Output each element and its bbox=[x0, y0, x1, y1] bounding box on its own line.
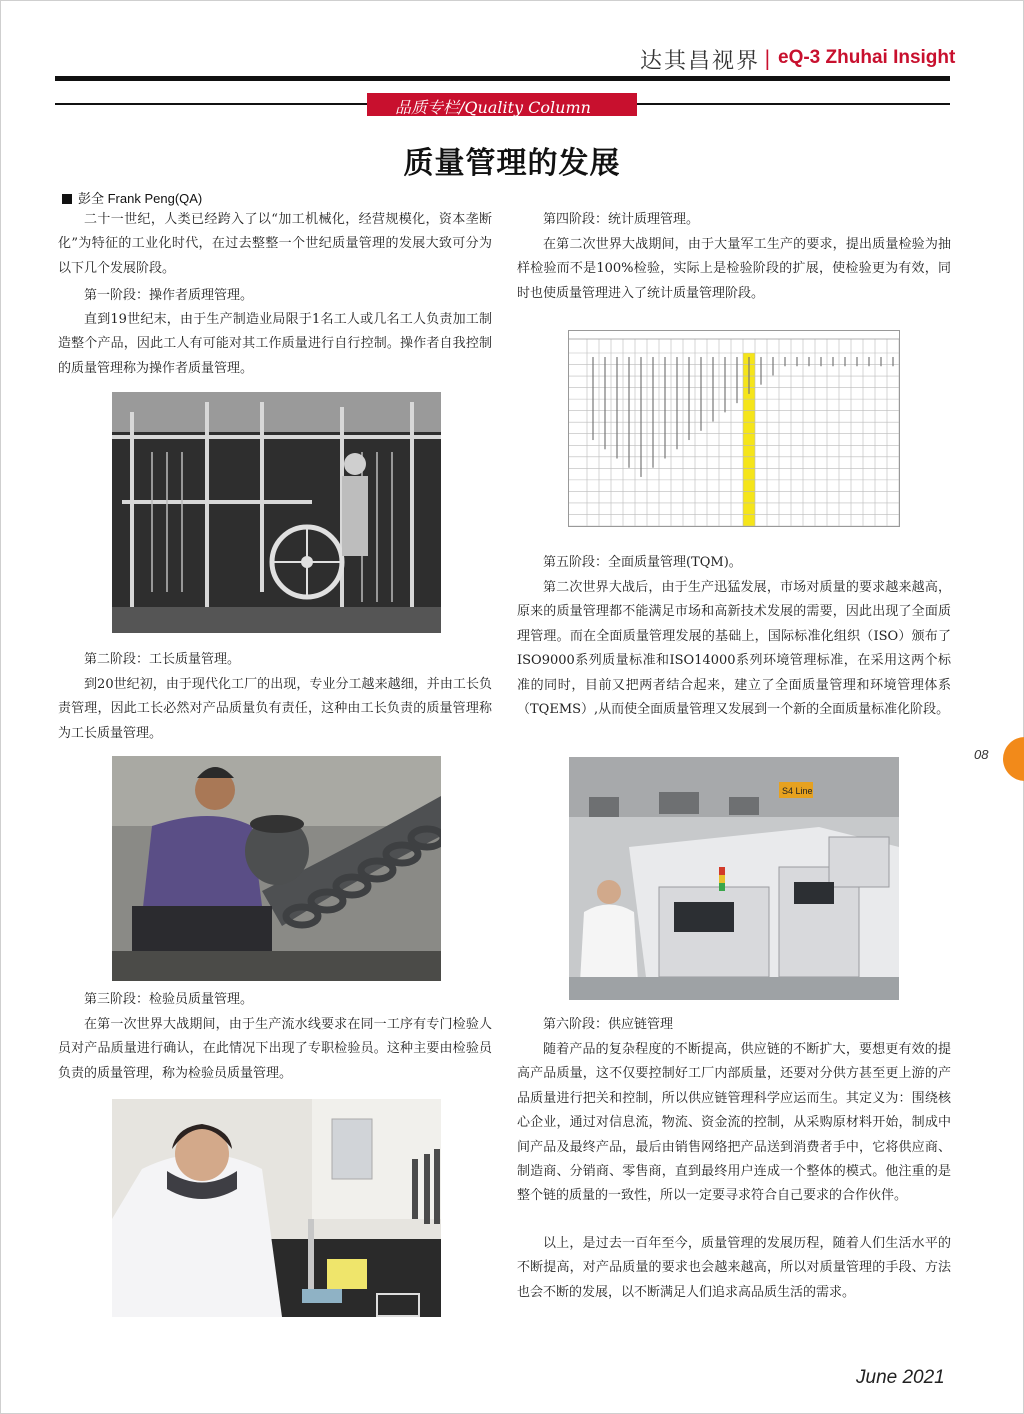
sampling-table-figure bbox=[568, 330, 900, 527]
potter-photo bbox=[112, 756, 441, 981]
header-separator: | bbox=[764, 46, 771, 70]
paragraph: 在第一次世界大战期间，由于生产流水线要求在同一工序有专门检验人员对产品质量进行确认，在此情况下出现了专职检验员。这种主要由检验员负责的质量管理，称为检验员质量管理。 bbox=[58, 1017, 492, 1081]
paragraph: 到20世纪初，由于现代化工厂的出现，专业分工越来越细，并由工长负责管理，因此工长必然对产品质量负有责任，这种由工长负责的质量管理称为工长质量管理。 bbox=[58, 677, 492, 741]
paragraph: 第三阶段：检验员质量管理。 bbox=[84, 992, 254, 1007]
production-line-illustration bbox=[569, 757, 899, 1000]
line-sign-label: S4 Line bbox=[782, 786, 813, 796]
paragraph: 第四阶段：统计质理管理。 bbox=[543, 212, 700, 227]
magazine-name-en: eQ-3 Zhuhai Insight bbox=[778, 47, 956, 68]
column-label: 品质专栏/Quality Column bbox=[395, 98, 591, 117]
lab-illustration bbox=[112, 1099, 441, 1317]
workshop-photo bbox=[112, 392, 441, 633]
production-line-photo bbox=[569, 757, 899, 1000]
magazine-name-cn: 达其昌视界 bbox=[640, 49, 761, 74]
workshop-illustration bbox=[112, 392, 441, 633]
paragraph: 第二次世界大战后，由于生产迅猛发展，市场对质量的要求越来越高，原来的质量管理都不能满足市场和高新技术发展的需要，因此出现了全面质理管理。而在全面质量管理发展的基础上，国际标准化组织（ISO）颁布了ISO9000系列质量标准和ISO14000系列环境管理标准，在采用这两个标准的同时，目前又把两者结合起来，建立了全面质量管理和环境管理体系（TQEMS）,从而使全面质量管理又发展到一个新的全面质量标准化阶段。 bbox=[517, 580, 951, 718]
byline bbox=[62, 188, 202, 207]
paragraph: 二十一世纪，人类已经跨入了以“加工机械化，经营规模化，资本垄断化”为特征的工业化时代，在过去整整一个世纪质量管理的发展大致可分为以下几个发展阶段。 bbox=[58, 212, 492, 276]
paragraph: 第五阶段：全面质量管理(TQM)。 bbox=[543, 555, 742, 570]
page-number: 08 bbox=[974, 747, 989, 762]
paragraph: 第六阶段：供应链管理 bbox=[543, 1017, 674, 1032]
sampling-table-grid bbox=[569, 331, 899, 526]
issue-date: June 2021 bbox=[856, 1367, 945, 1388]
paragraph: 直到19世纪末，由于生产制造业局限于1名工人或几名工人负责加工制造整个产品，因此工人有可能对其工作质量进行自行控制。操作者自我控制的质量管理称为操作者质量管理。 bbox=[58, 312, 492, 376]
lab-photo bbox=[112, 1099, 441, 1317]
square-bullet-icon bbox=[62, 194, 72, 204]
potter-illustration bbox=[112, 756, 441, 981]
article-title: 质量管理的发展 bbox=[403, 146, 621, 181]
header-rule bbox=[55, 76, 950, 81]
paragraph: 以上，是过去一百年至今，质量管理的发展历程，随着人们生活水平的不断提高，对产品质量的要求也会越来越高，所以对质量管理的手段、方法也会不断的发展，以不断满足人们追求高品质生活的需求。 bbox=[517, 1236, 951, 1300]
paragraph: 在第二次世界大战期间，由于大量军工生产的要求，提出质量检验为抽样检验而不是100%检验，实际上是检验阶段的扩展，使检验更为有效，同时也使质量管理进入了统计质量管理阶段。 bbox=[517, 237, 951, 301]
author-name: 彭全 Frank Peng(QA) bbox=[78, 191, 203, 206]
paragraph: 第二阶段：工长质量管理。 bbox=[84, 652, 241, 667]
column-banner bbox=[367, 93, 637, 116]
paragraph: 第一阶段：操作者质理管理。 bbox=[84, 288, 254, 303]
paragraph: 随着产品的复杂程度的不断提高，供应链的不断扩大，要想更有效的提高产品质量，这不仅要控制好工厂内部质量，还要对分供方甚至更上游的产品质量进行把关和控制，所以供应链管理科学应运而生。其定义为：围绕核心企业，通过对信息流，物流、资金流的控制，从采购原材料开始，制成中间产品及最终产品，最后由销售网络把产品送到消费者手中，它将供应商、制造商、分销商、零售商，直到最终用户连成一个整体的模式。他注重的是整个链的质量的一致性，所以一定要寻求符合自己要求的合作伙伴。 bbox=[517, 1042, 951, 1204]
